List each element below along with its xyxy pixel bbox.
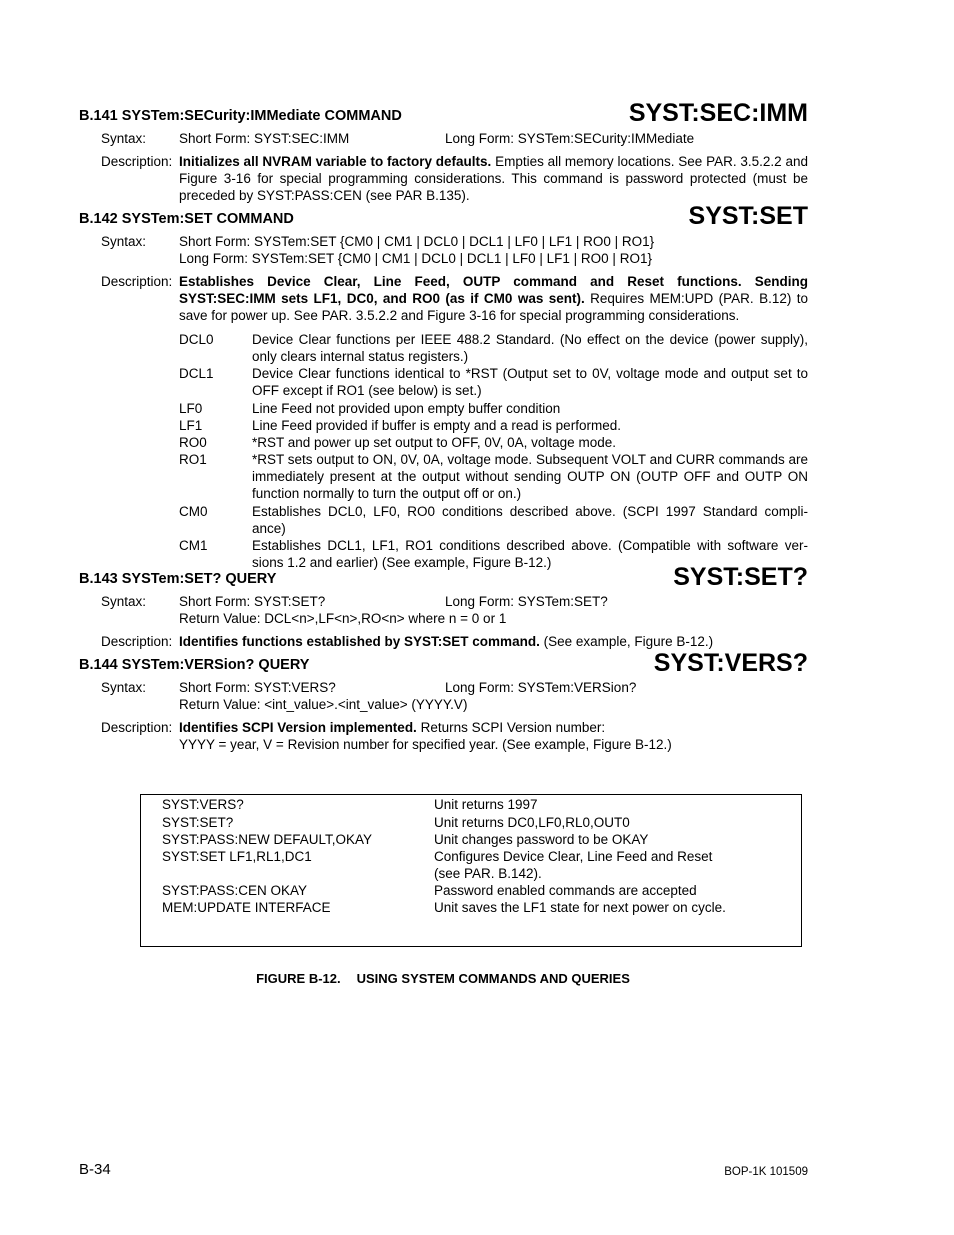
param-code: RO1: [179, 452, 207, 467]
description-line-2: YYYY = year, V = Revision number for specified year. (See example, Figure B-12.): [179, 737, 672, 752]
param-description: Line Feed provided if buffer is empty and a read is performed.: [252, 418, 621, 433]
param-description: Device Clear functions identical to *RST (Output set to 0V, voltage mode and output set to OFF except if RO1 (see below) is set.): [252, 366, 808, 398]
param-description: Line Feed not provided upon empty buffer condition: [252, 401, 561, 416]
param-code: RO0: [179, 435, 207, 450]
description-rest: Empties all memory locations. See PAR. 3.5.2.2 and Figure 3-16 for special programming considerations. This command is password protected (must be preceded by SYST:PASS:CEN (see PAR B.135).: [179, 154, 808, 203]
description-bold: Establishes Device Clear, Line Feed, OUTP command and Reset functions. Sending SYST:SEC:IMM sets LF1, DC0, and RO0 (as if CM0 was sent).: [179, 274, 808, 306]
description-rest: (See example, Figure B-12.): [539, 634, 714, 649]
description-text: [179, 633, 808, 650]
figure-result: (see PAR. B.142).: [434, 866, 542, 881]
figure-command: MEM:UPDATE INTERFACE: [162, 900, 331, 915]
description-rest: Returns SCPI Version number:: [416, 720, 606, 735]
param-code: CM1: [179, 538, 208, 553]
return-value: Return Value: DCL<n>,LF<n>,RO<n> where n = 0 or 1: [179, 611, 507, 626]
param-description: *RST and power up set output to OFF, 0V, 0A, voltage mode.: [252, 435, 616, 450]
syntax-label: Syntax:: [101, 594, 147, 609]
description-label: Description:: [101, 274, 173, 289]
short-form: Short Form: SYST:VERS?: [179, 680, 336, 695]
section-title-b144: B.144 SYSTem:VERSion? QUERY: [79, 657, 310, 673]
param-code: CM0: [179, 504, 208, 519]
section-title-b142: B.142 SYSTem:SET COMMAND: [79, 211, 294, 227]
param-code: DCL1: [179, 366, 214, 381]
param-code: DCL0: [179, 332, 214, 347]
short-form: Short Form: SYST:SEC:IMM: [179, 131, 350, 146]
command-heading-syst-set: SYST:SET: [688, 202, 808, 230]
figure-caption: [0, 970, 886, 987]
command-heading-syst-vers: SYST:VERS?: [653, 649, 808, 677]
figure-result: Configures Device Clear, Line Feed and Reset: [434, 849, 713, 864]
section-title-b141: B.141 SYSTem:SECurity:IMMediate COMMAND: [79, 108, 402, 124]
long-form: Long Form: SYSTem:SET?: [445, 594, 608, 609]
syntax-label: Syntax:: [101, 131, 147, 146]
figure-result: Unit changes password to be OKAY: [434, 832, 649, 847]
figure-caption-number: FIGURE B-12.: [256, 971, 341, 986]
figure-command: SYST:PASS:CEN OKAY: [162, 883, 308, 898]
document-id: BOP-1K 101509: [724, 1166, 808, 1178]
param-code: LF0: [179, 401, 203, 416]
description-text: [179, 719, 808, 736]
param-description: Device Clear functions per IEEE 488.2 Standard. (No effect on the device (power supply), only clears internal status registers.): [252, 332, 808, 364]
syntax-label: Syntax:: [101, 234, 147, 249]
description-text: [179, 153, 808, 204]
description-bold: Identifies SCPI Version implemented.: [179, 720, 417, 735]
figure-command: SYST:VERS?: [162, 797, 244, 812]
description-text: [179, 273, 808, 324]
description-label: Description:: [101, 720, 173, 735]
description-label: Description:: [101, 154, 173, 169]
figure-result: Unit returns DC0,LF0,RL0,OUT0: [434, 815, 630, 830]
short-form: Short Form: SYSTem:SET {CM0 | CM1 | DCL0 | DCL1 | LF0 | LF1 | RO0 | RO1}: [179, 234, 655, 249]
command-heading-syst-sec-imm: SYST:SEC:IMM: [628, 99, 808, 127]
figure-caption-text: USING SYSTEM COMMANDS AND QUERIES: [356, 971, 630, 986]
short-form: Short Form: SYST:SET?: [179, 594, 326, 609]
long-form: Long Form: SYSTem:SET {CM0 | CM1 | DCL0 | DCL1 | LF0 | LF1 | RO0 | RO1}: [179, 251, 652, 266]
return-value: Return Value: <int_value>.<int_value> (YYYY.V): [179, 697, 468, 712]
param-description: Establishes DCL1, LF1, RO1 conditions described above. (Compatible with software ver-sions 1.2 and earlier) (See example, Figure B-12.): [252, 538, 808, 570]
section-title-b143: B.143 SYSTem:SET? QUERY: [79, 571, 277, 587]
param-description: *RST sets output to ON, 0V, 0A, voltage mode. Subsequent VOLT and CURR commands are immediately present at the output without sending OUTP ON (OUTP OFF and OUTP ON function normally to turn the output off or on.): [252, 452, 808, 501]
figure-result: Unit saves the LF1 state for next power on cycle.: [434, 900, 726, 915]
page-number: B-34: [79, 1161, 111, 1178]
param-description: Establishes DCL0, LF0, RO0 conditions described above. (SCPI 1997 Standard compli-ance): [252, 504, 808, 536]
figure-command: SYST:SET LF1,RL1,DC1: [162, 849, 312, 864]
command-heading-syst-set-query: SYST:SET?: [673, 563, 808, 591]
description-bold: Initializes all NVRAM variable to factory defaults.: [179, 154, 492, 169]
figure-result: Password enabled commands are accepted: [434, 883, 697, 898]
description-rest: Requires MEM:UPD (PAR. B.12) to save for power up. See PAR. 3.5.2.2 and Figure 3-16 for special programming considerations.: [179, 291, 808, 323]
figure-command: SYST:SET?: [162, 815, 234, 830]
description-label: Description:: [101, 634, 173, 649]
long-form: Long Form: SYSTem:SECurity:IMMediate: [445, 131, 695, 146]
long-form: Long Form: SYSTem:VERSion?: [445, 680, 637, 695]
param-code: LF1: [179, 418, 203, 433]
syntax-label: Syntax:: [101, 680, 147, 695]
figure-result: Unit returns 1997: [434, 797, 538, 812]
figure-command: SYST:PASS:NEW DEFAULT,OKAY: [162, 832, 373, 847]
description-bold: Identifies functions established by SYST:SET command.: [179, 634, 540, 649]
